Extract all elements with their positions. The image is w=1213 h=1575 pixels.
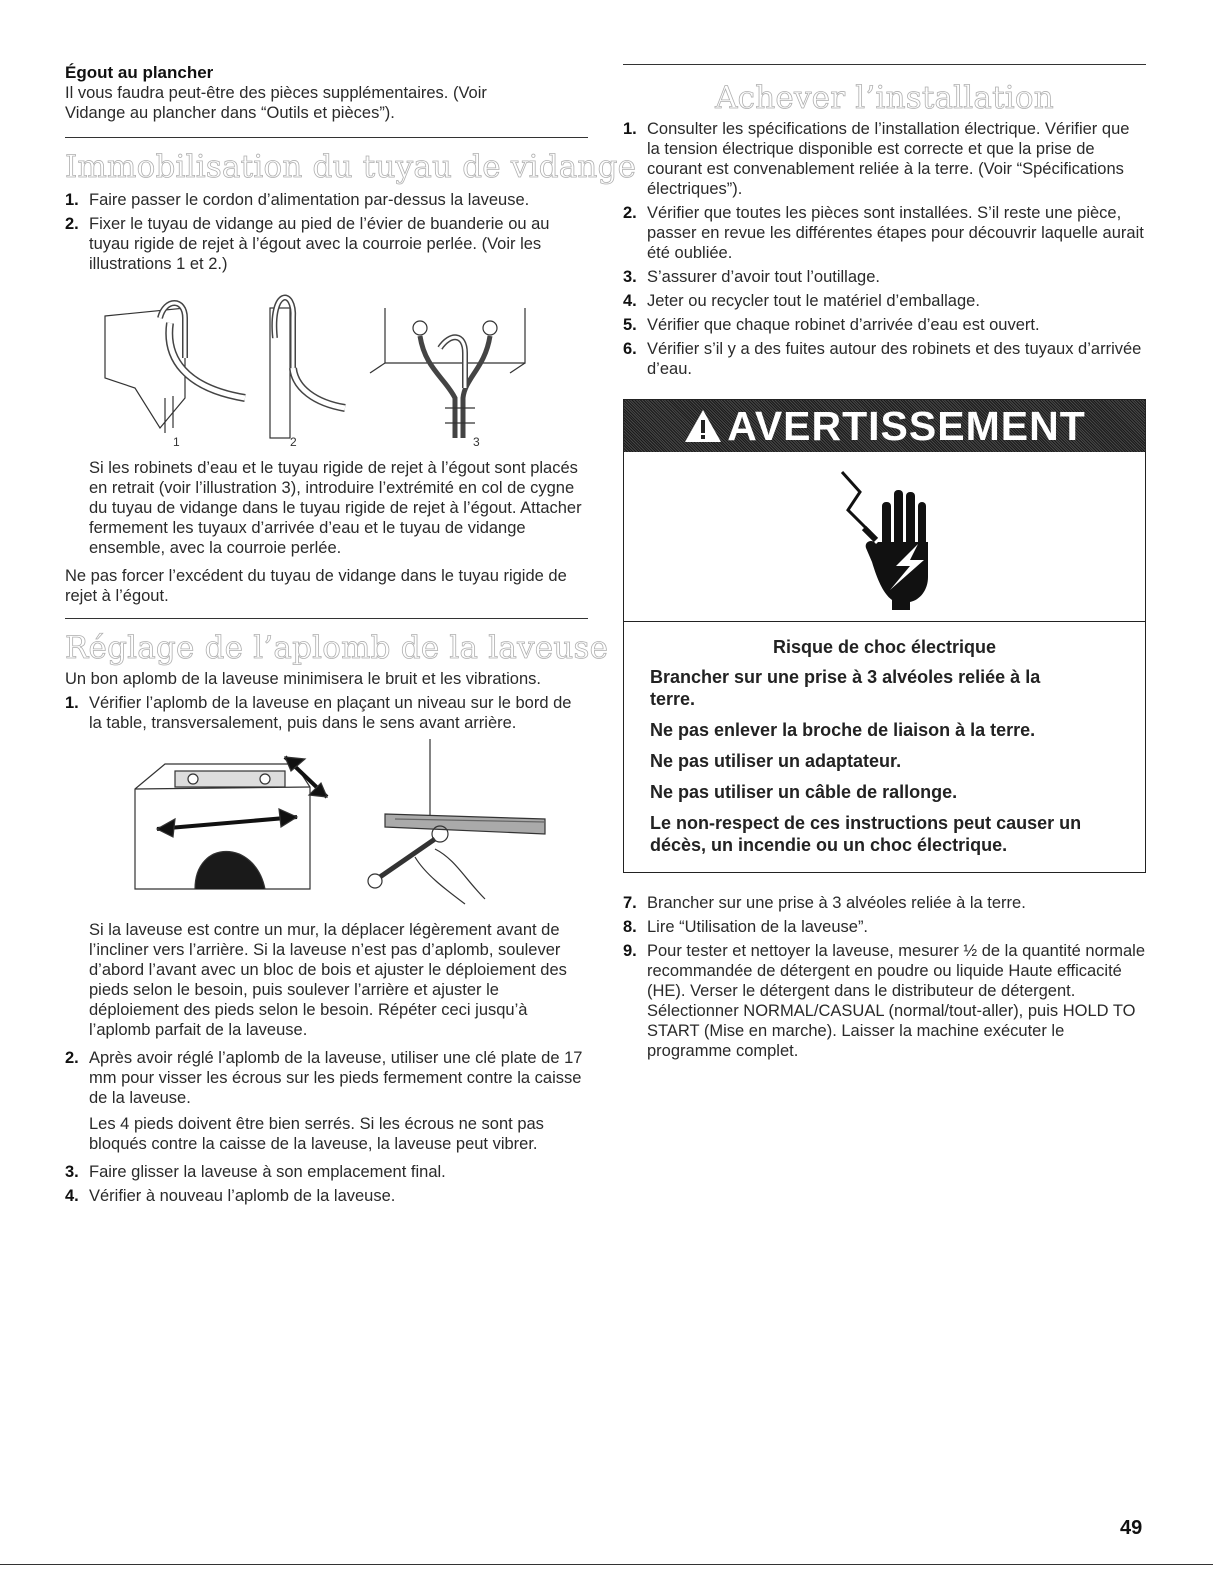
list-item: 3. S’assurer d’avoir tout l’outillage. xyxy=(623,268,880,286)
warning-header xyxy=(624,400,1145,452)
left-column xyxy=(65,62,637,1210)
bottom-rule xyxy=(0,1564,1213,1565)
drain-hose-illustrations xyxy=(65,278,588,448)
warning-line: Brancher sur une prise à 3 alvéoles reliée à la terre. xyxy=(650,667,1041,709)
warning-box xyxy=(623,399,1146,873)
final-steps xyxy=(623,893,1146,1061)
leveling-steps xyxy=(65,693,588,733)
list-item: 4. Jeter ou recycler tout le matériel d’emballage. xyxy=(623,292,980,310)
list-item: 3. Faire glisser la laveuse à son emplacement final. xyxy=(65,1163,446,1181)
right-column xyxy=(623,64,1146,1065)
list-item: 4. Vérifier à nouveau l’aplomb de la laveuse. xyxy=(65,1187,396,1205)
drain-hose-title: Immobilisation du tuyau de vidange xyxy=(65,149,637,185)
leveling-intro: Un bon aplomb de la laveuse minimisera le bruit et les vibrations. xyxy=(65,670,541,688)
leveling-paragraph: Les 4 pieds doivent être bien serrés. Si les écrous ne sont pas bloqués contre la caisse de la laveuse, la laveuse peut vibrer. xyxy=(89,1115,544,1153)
warning-line: Ne pas utiliser un adaptateur. xyxy=(650,751,902,771)
warning-triangle-icon xyxy=(683,408,723,444)
drain-hose-paragraph: Ne pas forcer l’excédent du tuyau de vidange dans le tuyau rigide de rejet à l’égout. xyxy=(65,567,567,605)
warning-line: Ne pas enlever la broche de liaison à la terre. xyxy=(650,720,1036,740)
list-item: 6. Vérifier s’il y a des fuites autour des robinets et des tuyaux d’arrivée d’eau. xyxy=(623,340,1142,378)
warning-title: Risque de choc électrique xyxy=(772,637,997,657)
electric-shock-hand-icon xyxy=(830,462,940,612)
divider xyxy=(623,64,1146,65)
warning-header-text: AVERTISSEMENT xyxy=(727,403,1086,449)
drain-hose-steps xyxy=(65,190,588,274)
list-item: 1. Faire passer le cordon d’alimentation par-dessus la laveuse. xyxy=(65,191,530,209)
figure-label: 2 xyxy=(290,435,297,448)
leveling-steps-continued xyxy=(65,1048,588,1108)
list-item: 9. Pour tester et nettoyer la laveuse, mesurer ½ de la quantité normale recommandée de détergent en poudre ou liquide Haute efficacité (HE). Verser le détergent dans le distributeur de détergent. Sélectionner NORMAL/CASUAL (normal/tout-aller), puis HOLD TO START (Mise en marche). Laisser la machine exécuter le programme complet. xyxy=(623,942,1146,1060)
list-item: 1. Consulter les spécifications de l’installation électrique. Vérifier que la tension électrique disponible est correcte et que la prise de courant est convenablement reliée à la terre. (Voir “Spécifications électriques”). xyxy=(623,120,1130,198)
list-item: 2. Après avoir réglé l’aplomb de la laveuse, utiliser une clé plate de 17 mm pour visser les écrous sur les pieds fermement contre la caisse de la laveuse. xyxy=(65,1049,583,1107)
list-item: 2. Vérifier que toutes les pièces sont installées. S’il reste une pièce, passer en revue les différentes étapes pour découvrir laquelle aurait été oubliée. xyxy=(623,204,1144,262)
complete-installation-title: Achever l’installation xyxy=(715,80,1054,116)
list-item: 2. Fixer le tuyau de vidange au pied de l’évier de buanderie ou au tuyau rigide de rejet à l’égout avec la courroie perlée. (Voir les illustrations 1 et 2.) xyxy=(65,215,550,273)
complete-steps xyxy=(623,119,1146,379)
leveling-illustrations xyxy=(65,739,588,914)
figure-label: 3 xyxy=(473,435,480,448)
list-item: 7. Brancher sur une prise à 3 alvéoles reliée à la terre. xyxy=(623,894,1026,912)
warning-line: Ne pas utiliser un câble de rallonge. xyxy=(650,782,958,802)
warning-line: Le non-respect de ces instructions peut causer un décès, un incendie ou un choc électrique. xyxy=(650,813,1082,855)
floor-drain-text: Il vous faudra peut-être des pièces supplémentaires. (Voir Vidange au plancher dans “Outils et pièces”). xyxy=(65,84,487,122)
list-item: 1. Vérifier l’aplomb de la laveuse en plaçant un niveau sur le bord de la table, transversalement, puis dans le sens avant arrière. xyxy=(65,694,572,732)
leveling-steps-final xyxy=(65,1162,588,1206)
drain-hose-paragraph: Si les robinets d’eau et le tuyau rigide de rejet à l’égout sont placés en retrait (voir l’illustration 3), introduire l’extrémité en col de cygne du tuyau de vidange dans le tuyau rigide de rejet à l’égout. Attacher fermement les tuyaux d’arrivée d’eau et le tuyau de vidange ensemble, avec la courroie perlée. xyxy=(89,459,582,557)
leveling-paragraph: Si la laveuse est contre un mur, la déplacer légèrement avant de l’incliner vers l’arrière. Si la laveuse n’est pas d’aplomb, soulever d’abord l’avant avec un bloc de bois et ajuster le déploiement des pieds selon le besoin, puis soulever l’arrière et ajuster le déploiement des pieds selon le besoin. Répéter ceci jusqu’à l’aplomb parfait de la laveuse. xyxy=(89,921,567,1039)
leveling-title: Réglage de l’aplomb de la laveuse xyxy=(65,630,609,666)
list-item: 5. Vérifier que chaque robinet d’arrivée d’eau est ouvert. xyxy=(623,316,1040,334)
list-item: 8. Lire “Utilisation de la laveuse”. xyxy=(623,918,869,936)
warning-image xyxy=(624,452,1145,622)
page-number: 49 xyxy=(1120,1517,1143,1539)
divider xyxy=(65,137,588,138)
floor-drain-heading: Égout au plancher xyxy=(65,63,214,82)
divider xyxy=(65,618,588,619)
figure-label: 1 xyxy=(173,435,180,448)
warning-text xyxy=(624,622,1145,872)
